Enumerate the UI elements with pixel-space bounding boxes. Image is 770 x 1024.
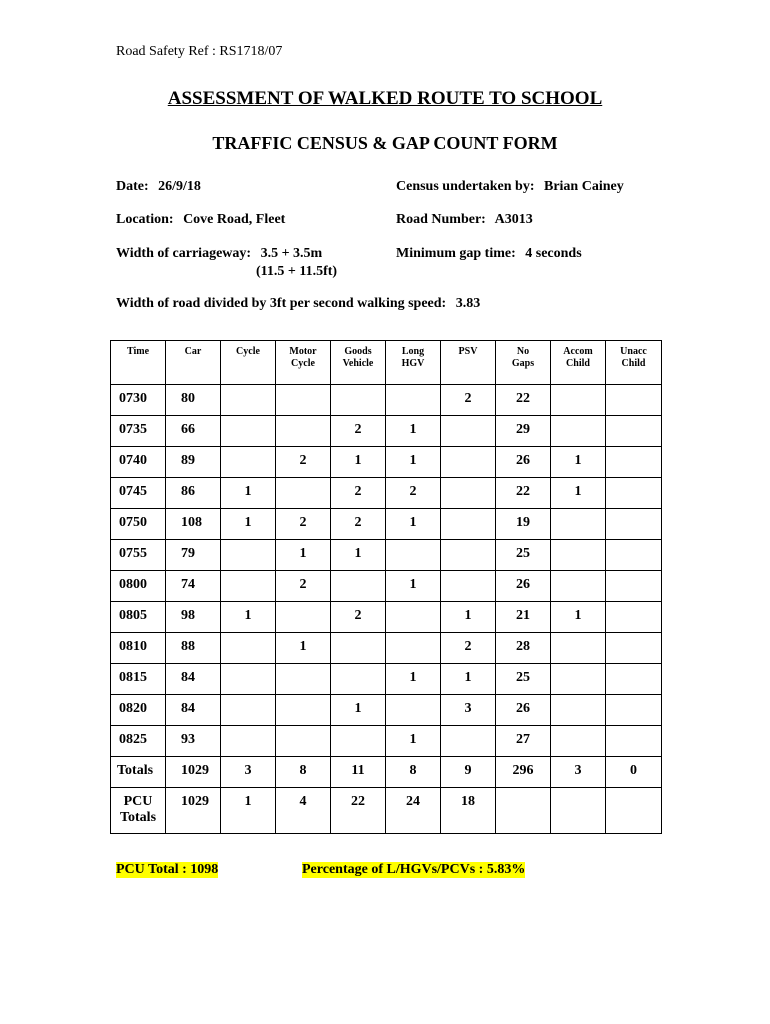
census-by-label: Census undertaken by: <box>396 179 535 194</box>
min-gap-field <box>396 246 582 262</box>
date-field <box>116 179 201 195</box>
cell-long-hgv: 1 <box>386 664 441 695</box>
cell-goods-vehicle: 1 <box>331 540 386 571</box>
cell-no-gaps: 25 <box>496 540 551 571</box>
cell-unacc-child <box>606 788 662 834</box>
cell-unacc-child <box>606 633 662 664</box>
cell-accom-child <box>551 509 606 540</box>
cell-cycle: 1 <box>221 602 276 633</box>
cell-goods-vehicle: 2 <box>331 509 386 540</box>
cell-time: 0805 <box>111 602 166 633</box>
cell-motor-cycle: 4 <box>276 788 331 834</box>
cell-accom-child: 1 <box>551 447 606 478</box>
cell-no-gaps: 22 <box>496 385 551 416</box>
reference-number: Road Safety Ref : RS1718/07 <box>116 44 283 59</box>
table-row <box>111 447 662 478</box>
width-field <box>116 246 322 262</box>
cell-no-gaps <box>496 788 551 834</box>
cell-cycle: 1 <box>221 788 276 834</box>
pcu-total: PCU Total : 1098 <box>116 862 219 877</box>
cell-car: 84 <box>166 695 221 726</box>
page-title: ASSESSMENT OF WALKED ROUTE TO SCHOOL <box>167 88 603 109</box>
cell-car: 108 <box>166 509 221 540</box>
cell-no-gaps: 25 <box>496 664 551 695</box>
cell-motor-cycle <box>276 416 331 447</box>
cell-cycle <box>221 385 276 416</box>
cell-psv: 1 <box>441 664 496 695</box>
col-header-cycle: Cycle <box>221 341 276 385</box>
cell-psv <box>441 571 496 602</box>
cell-goods-vehicle: 1 <box>331 695 386 726</box>
cell-cycle <box>221 540 276 571</box>
cell-car: 1029 <box>166 757 221 788</box>
cell-time: 0820 <box>111 695 166 726</box>
cell-goods-vehicle: 1 <box>331 447 386 478</box>
cell-car: 66 <box>166 416 221 447</box>
walking-speed-label: Width of road divided by 3ft per second walking speed: <box>116 296 447 311</box>
cell-cycle: 1 <box>221 509 276 540</box>
col-header-long-hgv: Long HGV <box>386 341 441 385</box>
col-header-time: Time <box>111 341 166 385</box>
cell-car: 80 <box>166 385 221 416</box>
cell-motor-cycle <box>276 602 331 633</box>
cell-long-hgv: 1 <box>386 571 441 602</box>
cell-goods-vehicle <box>331 664 386 695</box>
date-value: 26/9/18 <box>158 179 201 194</box>
cell-long-hgv: 1 <box>386 726 441 757</box>
table-row <box>111 509 662 540</box>
cell-psv: 2 <box>441 633 496 664</box>
cell-unacc-child <box>606 385 662 416</box>
cell-time: 0825 <box>111 726 166 757</box>
cell-cycle <box>221 726 276 757</box>
location-label: Location: <box>116 212 174 227</box>
walking-speed-field <box>116 296 480 312</box>
cell-unacc-child <box>606 571 662 602</box>
cell-unacc-child <box>606 726 662 757</box>
cell-accom-child <box>551 385 606 416</box>
cell-no-gaps: 29 <box>496 416 551 447</box>
cell-motor-cycle: 2 <box>276 509 331 540</box>
cell-car: 88 <box>166 633 221 664</box>
cell-long-hgv: 1 <box>386 416 441 447</box>
cell-accom-child <box>551 788 606 834</box>
cell-car: 86 <box>166 478 221 509</box>
cell-goods-vehicle <box>331 726 386 757</box>
road-number-field <box>396 212 533 228</box>
cell-long-hgv <box>386 540 441 571</box>
cell-no-gaps: 22 <box>496 478 551 509</box>
cell-cycle <box>221 416 276 447</box>
cell-time: PCU Totals <box>111 788 166 834</box>
cell-time: 0750 <box>111 509 166 540</box>
location-field <box>116 212 285 228</box>
cell-psv: 2 <box>441 385 496 416</box>
cell-accom-child <box>551 695 606 726</box>
cell-long-hgv: 8 <box>386 757 441 788</box>
cell-unacc-child <box>606 509 662 540</box>
col-header-car: Car <box>166 341 221 385</box>
cell-long-hgv: 24 <box>386 788 441 834</box>
cell-psv: 9 <box>441 757 496 788</box>
cell-unacc-child: 0 <box>606 757 662 788</box>
cell-no-gaps: 27 <box>496 726 551 757</box>
cell-car: 1029 <box>166 788 221 834</box>
cell-cycle <box>221 695 276 726</box>
cell-no-gaps: 26 <box>496 447 551 478</box>
road-number-label: Road Number: <box>396 212 486 227</box>
min-gap-value: 4 seconds <box>525 246 582 261</box>
walking-speed-value: 3.83 <box>455 296 481 311</box>
census-by-field <box>396 179 624 195</box>
cell-psv <box>441 447 496 478</box>
cell-unacc-child <box>606 447 662 478</box>
cell-long-hgv <box>386 695 441 726</box>
cell-motor-cycle: 8 <box>276 757 331 788</box>
cell-accom-child <box>551 540 606 571</box>
traffic-census-table <box>110 340 662 834</box>
location-value: Cove Road, Fleet <box>183 212 286 227</box>
cell-car: 98 <box>166 602 221 633</box>
cell-accom-child <box>551 571 606 602</box>
cell-no-gaps: 26 <box>496 695 551 726</box>
form-title: TRAFFIC CENSUS & GAP COUNT FORM <box>212 133 558 153</box>
cell-time: 0755 <box>111 540 166 571</box>
cell-no-gaps: 21 <box>496 602 551 633</box>
cell-goods-vehicle: 22 <box>331 788 386 834</box>
cell-long-hgv <box>386 385 441 416</box>
col-header-accom-child: Accom Child <box>551 341 606 385</box>
table-header-row <box>111 341 662 385</box>
cell-long-hgv <box>386 602 441 633</box>
percentage-hgv: Percentage of L/HGVs/PCVs : 5.83% <box>302 862 526 877</box>
cell-no-gaps: 28 <box>496 633 551 664</box>
table-row <box>111 571 662 602</box>
cell-motor-cycle: 1 <box>276 633 331 664</box>
cell-accom-child: 1 <box>551 478 606 509</box>
cell-goods-vehicle: 2 <box>331 416 386 447</box>
cell-time: 0735 <box>111 416 166 447</box>
cell-goods-vehicle: 2 <box>331 478 386 509</box>
cell-motor-cycle: 2 <box>276 571 331 602</box>
cell-goods-vehicle: 11 <box>331 757 386 788</box>
cell-motor-cycle: 2 <box>276 447 331 478</box>
table-row <box>111 695 662 726</box>
cell-long-hgv: 2 <box>386 478 441 509</box>
cell-time: 0730 <box>111 385 166 416</box>
cell-goods-vehicle <box>331 633 386 664</box>
census-by-value: Brian Cainey <box>543 179 624 194</box>
min-gap-label: Minimum gap time: <box>396 246 516 261</box>
cell-psv: 3 <box>441 695 496 726</box>
road-number-value: A3013 <box>494 212 533 227</box>
cell-unacc-child <box>606 664 662 695</box>
table-row <box>111 726 662 757</box>
cell-psv <box>441 416 496 447</box>
table-row <box>111 602 662 633</box>
cell-car: 74 <box>166 571 221 602</box>
width-ft-value: (11.5 + 11.5ft) <box>256 264 338 279</box>
cell-unacc-child <box>606 540 662 571</box>
col-header-goods-vehicle: Goods Vehicle <box>331 341 386 385</box>
table-row <box>111 416 662 447</box>
cell-psv <box>441 478 496 509</box>
table-row <box>111 478 662 509</box>
cell-goods-vehicle <box>331 571 386 602</box>
cell-long-hgv: 1 <box>386 509 441 540</box>
cell-motor-cycle <box>276 478 331 509</box>
cell-no-gaps: 296 <box>496 757 551 788</box>
cell-unacc-child <box>606 695 662 726</box>
cell-cycle: 3 <box>221 757 276 788</box>
cell-goods-vehicle: 2 <box>331 602 386 633</box>
cell-accom-child <box>551 416 606 447</box>
cell-car: 79 <box>166 540 221 571</box>
cell-unacc-child <box>606 416 662 447</box>
cell-cycle <box>221 633 276 664</box>
cell-cycle: 1 <box>221 478 276 509</box>
cell-no-gaps: 19 <box>496 509 551 540</box>
cell-cycle <box>221 447 276 478</box>
cell-time: 0815 <box>111 664 166 695</box>
totals-row <box>111 757 662 788</box>
cell-long-hgv: 1 <box>386 447 441 478</box>
cell-accom-child <box>551 664 606 695</box>
pcu-totals-row <box>111 788 662 834</box>
table-row <box>111 633 662 664</box>
width-label: Width of carriageway: <box>116 246 252 261</box>
table-row <box>111 540 662 571</box>
cell-psv <box>441 540 496 571</box>
cell-car: 89 <box>166 447 221 478</box>
col-header-unacc-child: Unacc Child <box>606 341 662 385</box>
cell-time: 0800 <box>111 571 166 602</box>
cell-time: 0810 <box>111 633 166 664</box>
cell-car: 93 <box>166 726 221 757</box>
cell-accom-child <box>551 726 606 757</box>
cell-long-hgv <box>386 633 441 664</box>
cell-motor-cycle <box>276 695 331 726</box>
cell-motor-cycle <box>276 726 331 757</box>
cell-time: Totals <box>111 757 166 788</box>
col-header-no-gaps: No Gaps <box>496 341 551 385</box>
cell-accom-child: 3 <box>551 757 606 788</box>
cell-motor-cycle <box>276 385 331 416</box>
cell-psv <box>441 509 496 540</box>
col-header-psv: PSV <box>441 341 496 385</box>
cell-unacc-child <box>606 478 662 509</box>
cell-time: 0745 <box>111 478 166 509</box>
cell-accom-child: 1 <box>551 602 606 633</box>
table-row <box>111 664 662 695</box>
cell-cycle <box>221 571 276 602</box>
cell-unacc-child <box>606 602 662 633</box>
cell-psv: 1 <box>441 602 496 633</box>
cell-no-gaps: 26 <box>496 571 551 602</box>
cell-car: 84 <box>166 664 221 695</box>
cell-motor-cycle: 1 <box>276 540 331 571</box>
date-label: Date: <box>116 179 149 194</box>
cell-goods-vehicle <box>331 385 386 416</box>
cell-accom-child <box>551 633 606 664</box>
cell-psv: 18 <box>441 788 496 834</box>
cell-cycle <box>221 664 276 695</box>
col-header-motor-cycle: Motor Cycle <box>276 341 331 385</box>
table-row <box>111 385 662 416</box>
cell-motor-cycle <box>276 664 331 695</box>
cell-time: 0740 <box>111 447 166 478</box>
width-value: 3.5 + 3.5m <box>260 246 323 261</box>
cell-psv <box>441 726 496 757</box>
